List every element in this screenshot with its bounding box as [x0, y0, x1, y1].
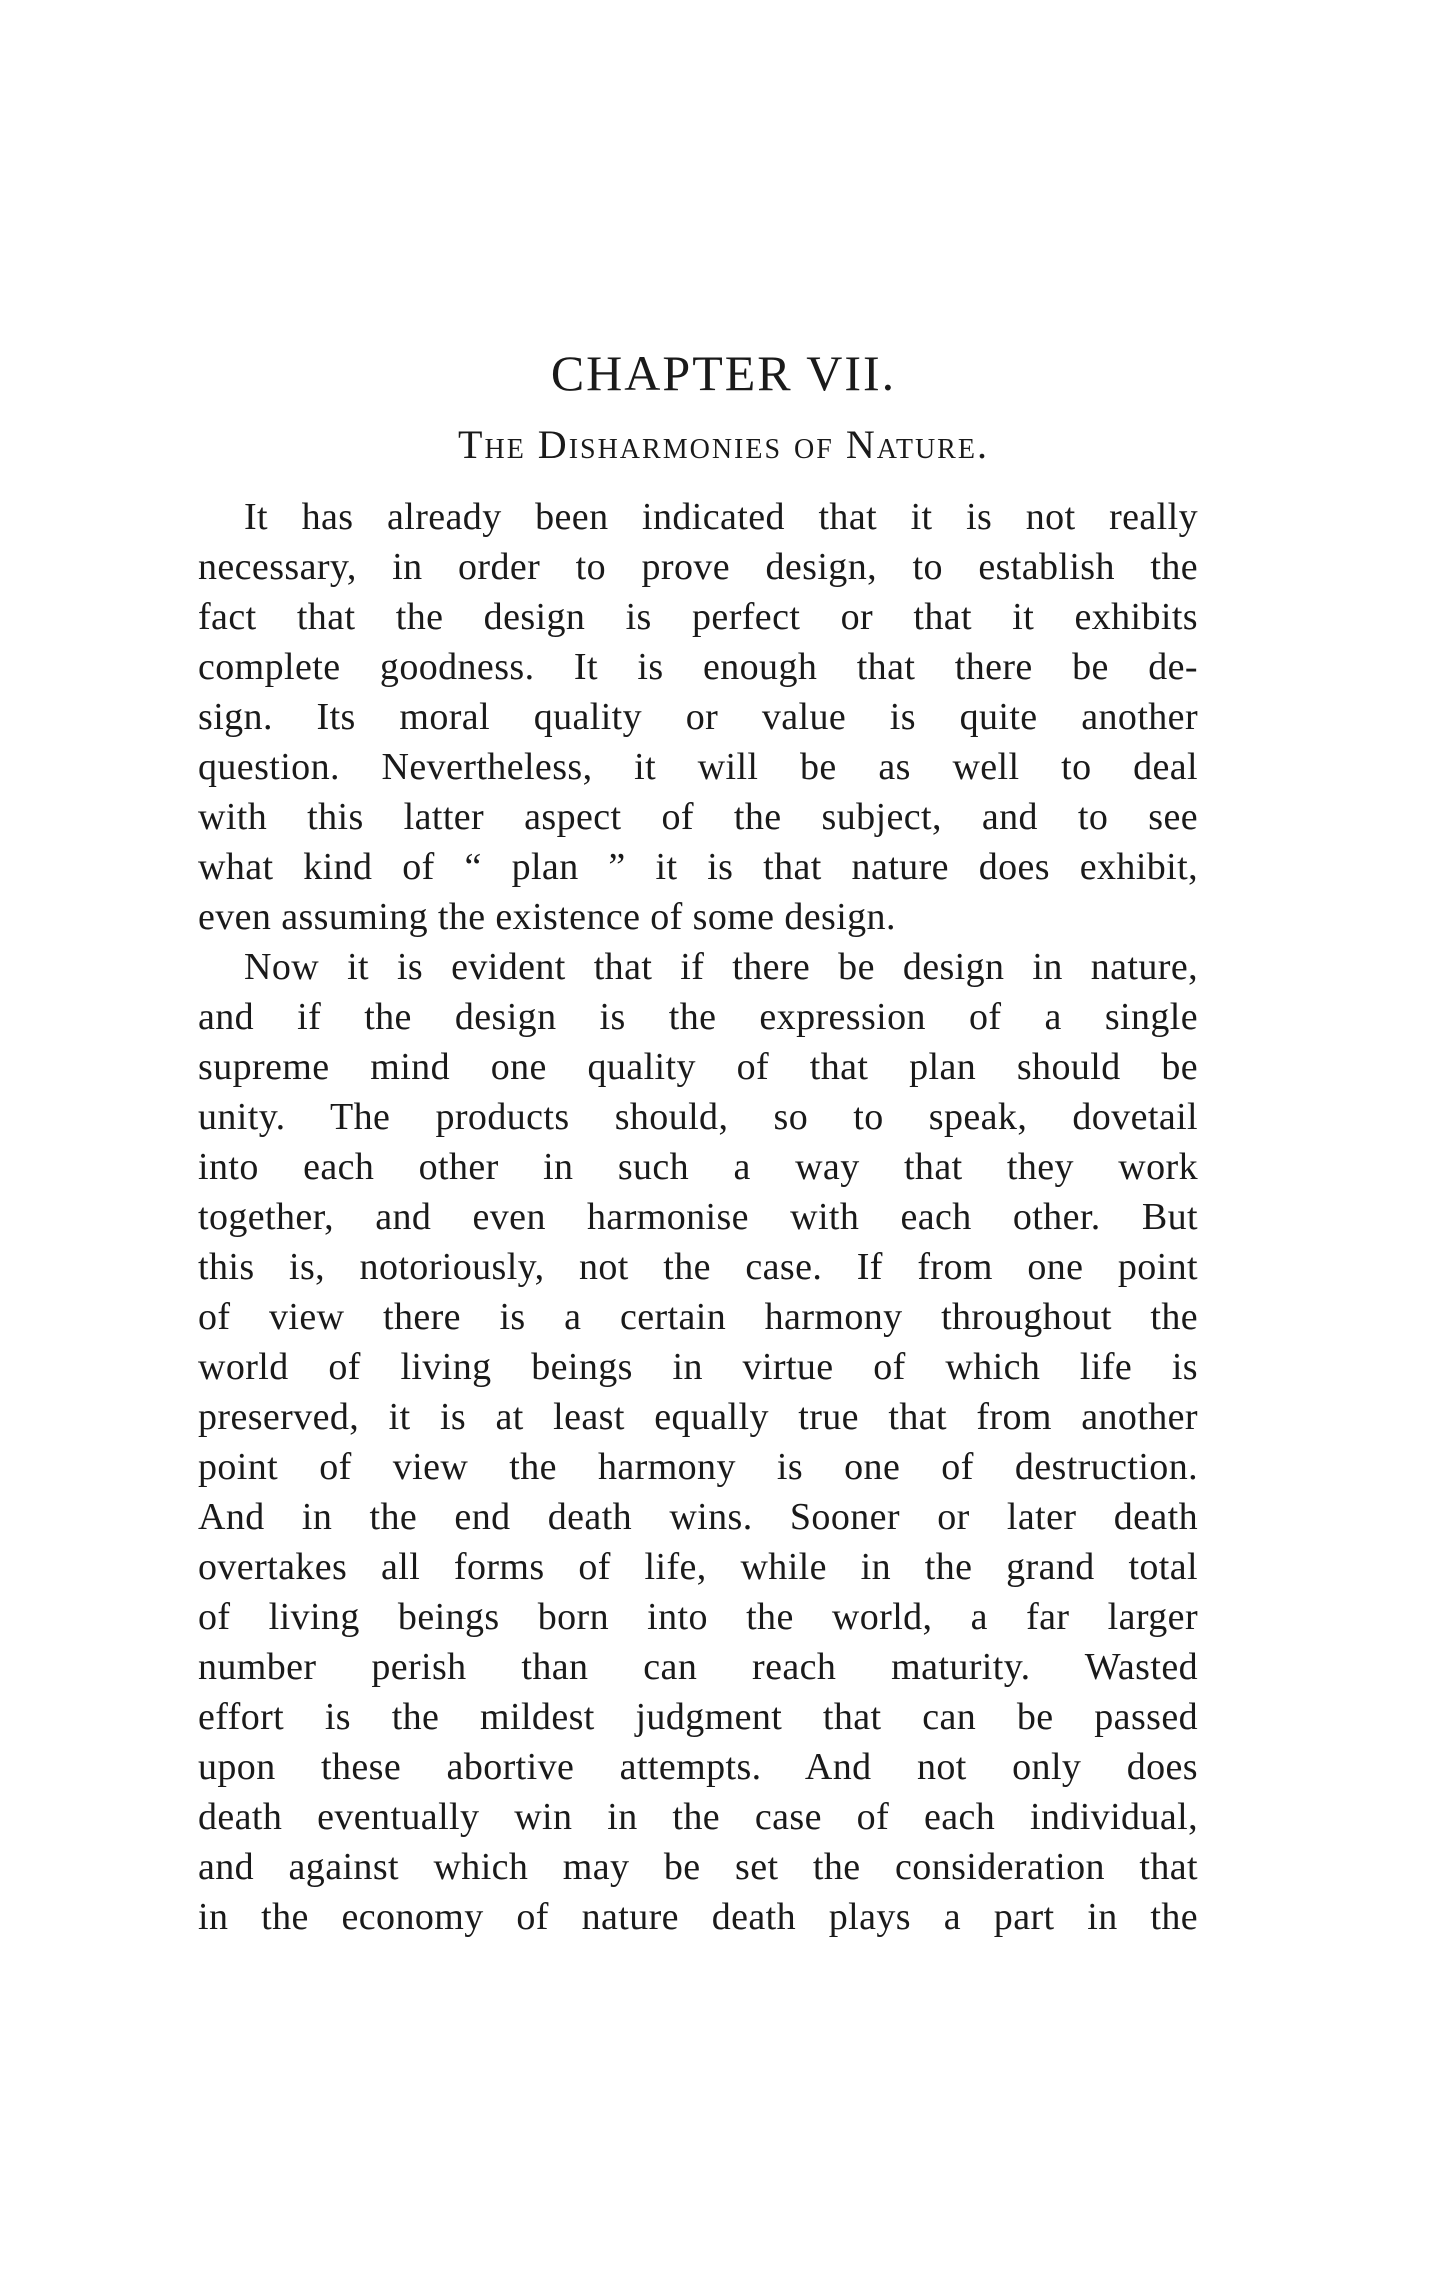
text-line: overtakes all forms of life, while in the grand total — [198, 1546, 1198, 1588]
text-line: unity. The products should, so to speak, dovetail — [198, 1096, 1198, 1138]
text-line: what kind of “ plan ” it is that nature does exhibit, — [198, 846, 1198, 888]
paragraph-2 — [198, 942, 1198, 1942]
text-line: even assuming the existence of some design. — [198, 896, 896, 938]
paragraph-1 — [198, 492, 1198, 942]
text-line: complete goodness. It is enough that there be de- — [198, 646, 1198, 688]
body-text — [198, 492, 1198, 1942]
text-line: into each other in such a way that they work — [198, 1146, 1198, 1188]
text-line: point of view the harmony is one of destruction. — [198, 1446, 1198, 1488]
text-line: and if the design is the expression of a single — [198, 996, 1198, 1038]
text-line: and against which may be set the consideration that — [198, 1846, 1198, 1888]
text-line: It has already been indicated that it is not really — [244, 496, 1198, 538]
text-line: death eventually win in the case of each individual, — [198, 1796, 1198, 1838]
chapter-heading: CHAPTER VII. — [550, 345, 897, 401]
text-line: this is, notoriously, not the case. If from one point — [198, 1246, 1198, 1288]
text-line: Now it is evident that if there be design in nature, — [244, 946, 1198, 988]
text-line: of view there is a certain harmony throughout the — [198, 1296, 1198, 1338]
text-line: world of living beings in virtue of which life is — [198, 1346, 1198, 1388]
text-line: question. Nevertheless, it will be as well to deal — [198, 746, 1198, 788]
text-line: together, and even harmonise with each other. But — [198, 1196, 1198, 1238]
text-line: And in the end death wins. Sooner or later death — [198, 1496, 1198, 1538]
chapter-title: The Disharmonies of Nature. — [458, 422, 989, 467]
text-line: effort is the mildest judgment that can be passed — [198, 1696, 1198, 1738]
text-line: number perish than can reach maturity. Wasted — [198, 1646, 1198, 1688]
text-line: in the economy of nature death plays a part in the — [198, 1896, 1198, 1938]
text-line: necessary, in order to prove design, to establish the — [198, 546, 1198, 588]
text-line: of living beings born into the world, a far larger — [198, 1596, 1198, 1638]
text-line: supreme mind one quality of that plan should be — [198, 1046, 1198, 1088]
text-line: with this latter aspect of the subject, and to see — [198, 796, 1198, 838]
text-line: fact that the design is perfect or that it exhibits — [198, 596, 1198, 638]
text-line: sign. Its moral quality or value is quite another — [198, 696, 1198, 738]
text-line: upon these abortive attempts. And not only does — [198, 1746, 1198, 1788]
text-line: preserved, it is at least equally true that from another — [198, 1396, 1198, 1438]
